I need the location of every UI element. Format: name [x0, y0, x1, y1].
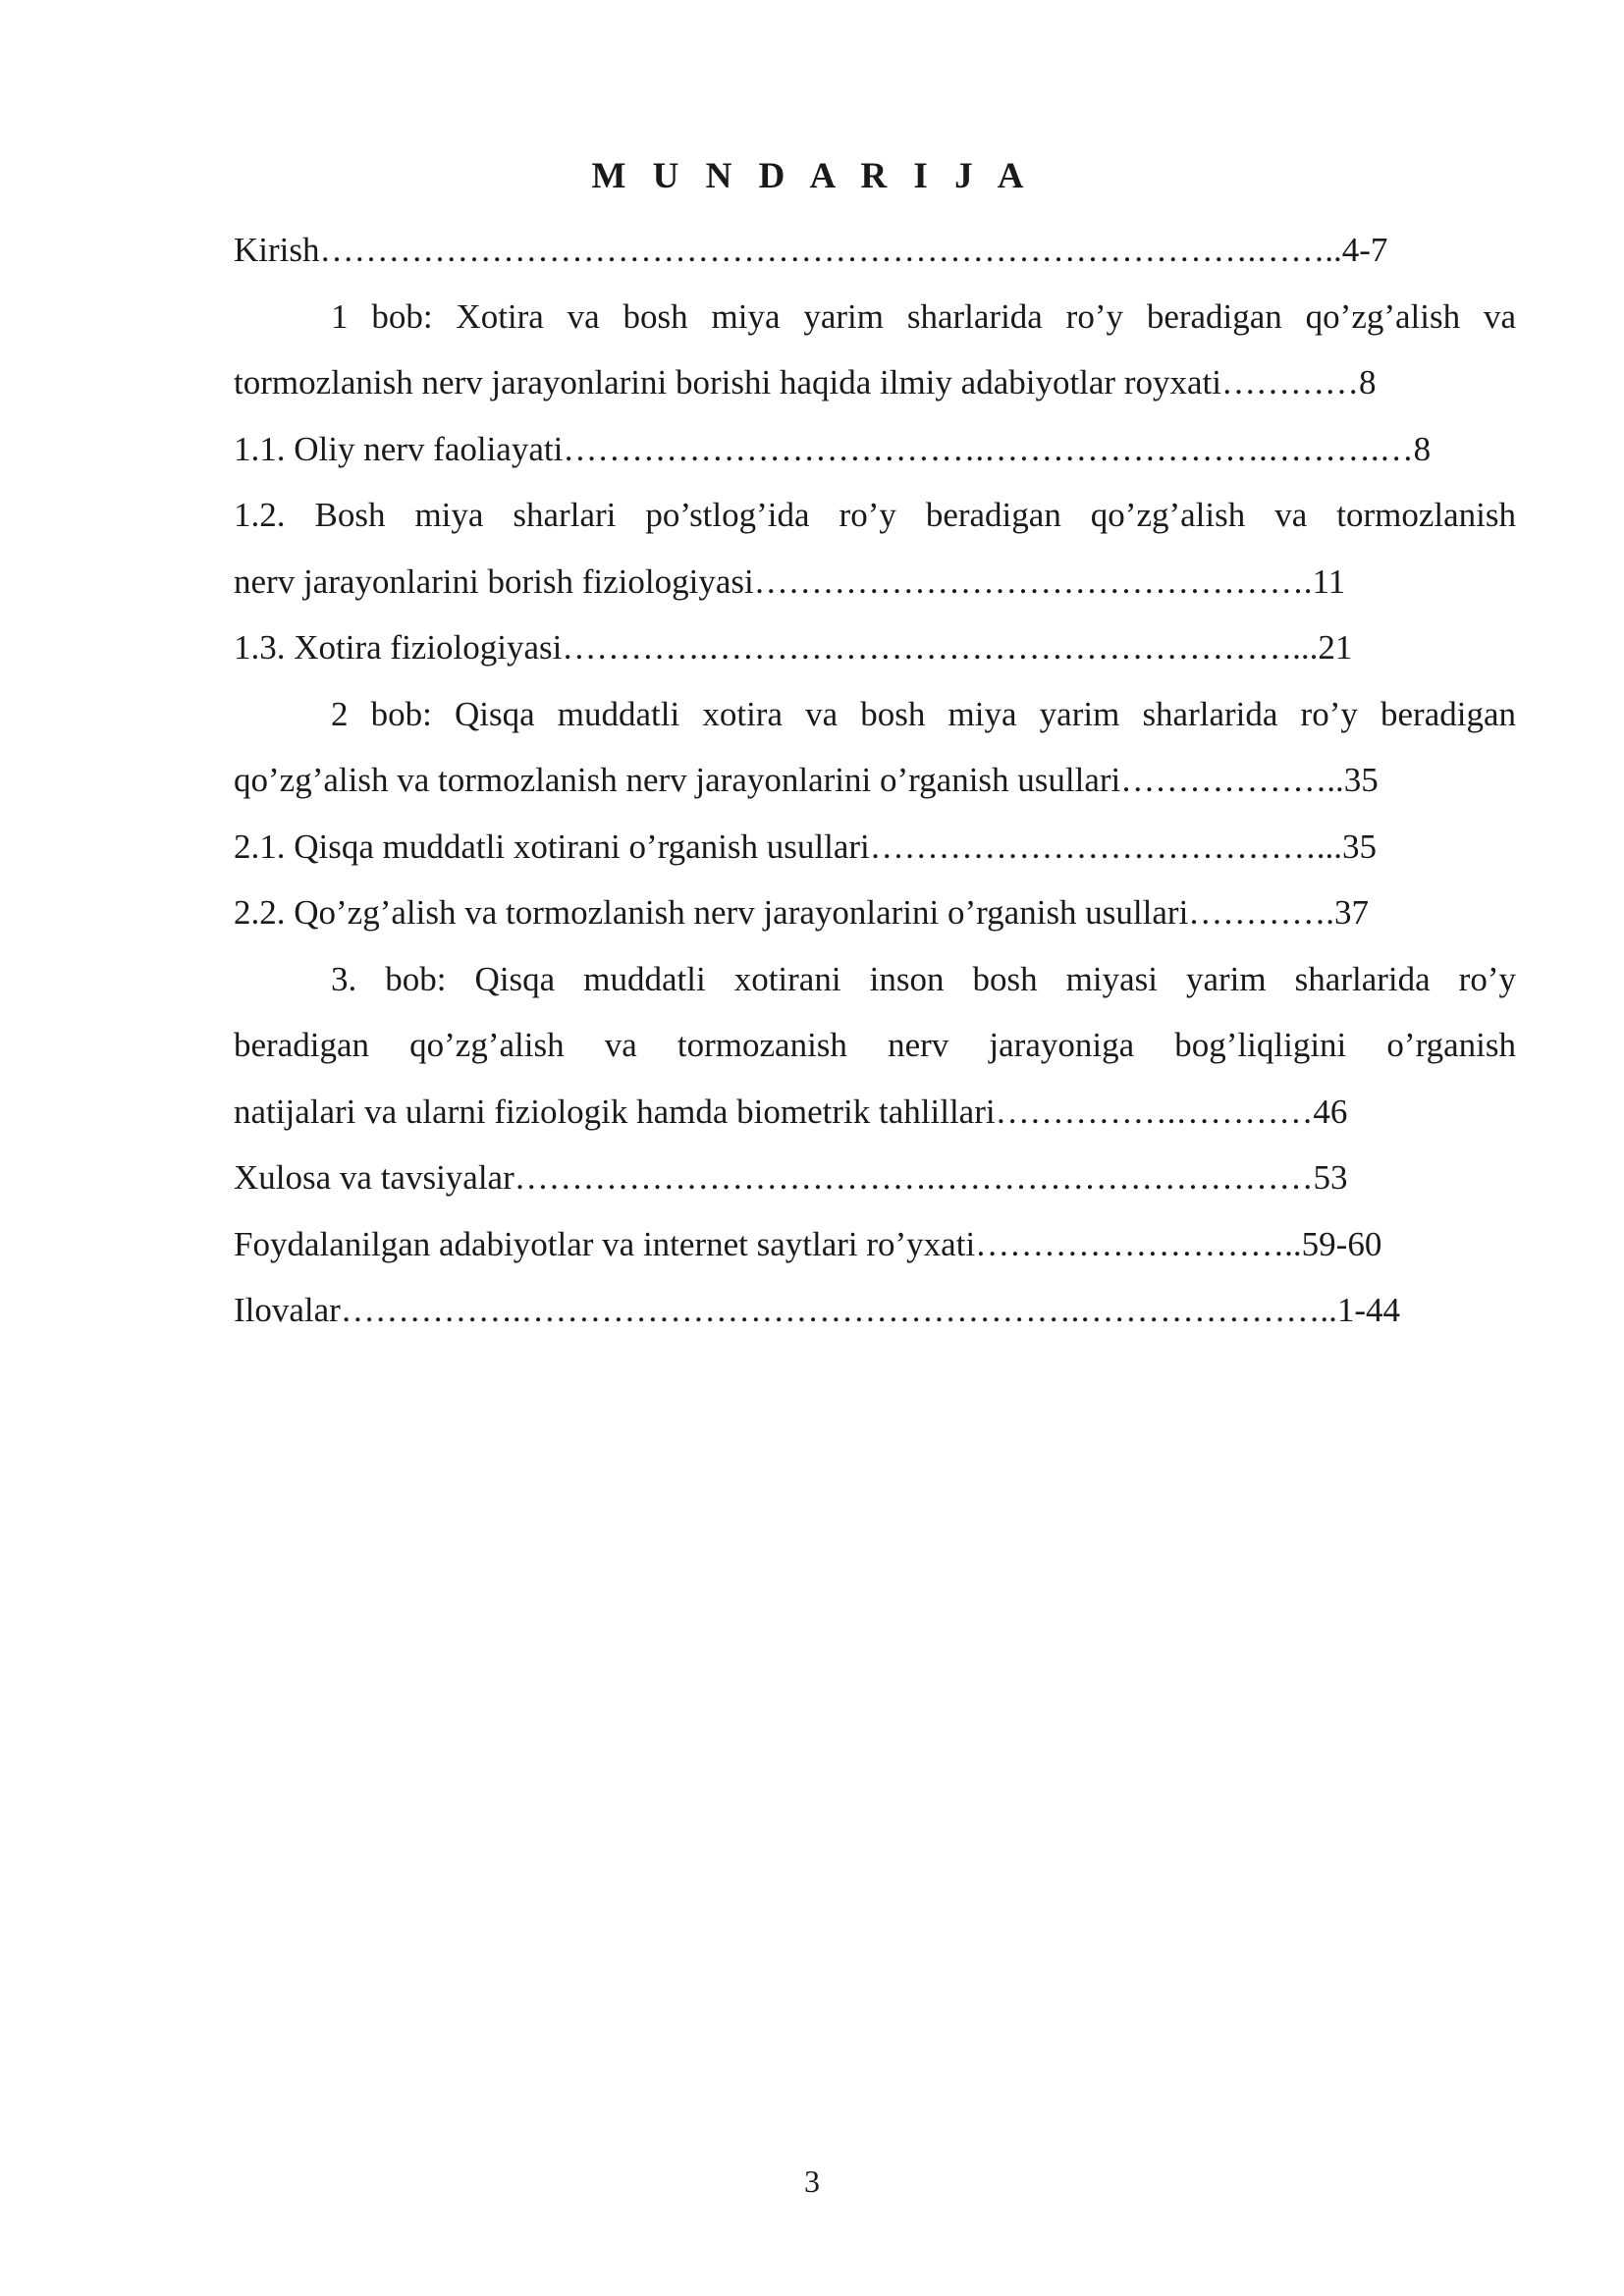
toc-entry-chapter-1: 1 bob: Xotira va bosh miya yarim sharlarida ro’y beradigan qo’zg’alish va	[331, 296, 1516, 336]
page-title: M U N D A R I J A	[591, 156, 1033, 196]
toc-entry-section-2-2: 2.2. Qo’zg’alish va tormozlanish nerv jarayonlarini o’rganish usullari………….37	[234, 893, 1370, 932]
toc-entry-section-1-2: 1.2. Bosh miya sharlari po’stlog’ida ro’y beradigan qo’zg’alish va tormozlanish	[234, 496, 1516, 534]
toc-entry-chapter-3-end: natijalari va ularni fiziologik hamda biometrik tahlillari…………….…………46	[234, 1092, 1348, 1131]
toc-entry-chapter-3: 3. bob: Qisqa muddatli xotirani inson bosh miyasi yarim sharlarida ro’y	[331, 959, 1516, 998]
toc-entry-section-1-2-continued: nerv jarayonlarini borish fiziologiyasi………………………………………….11	[234, 561, 1346, 601]
toc-entry-introduction: Kirish……………………………………………………………………….……..4-7	[234, 231, 1388, 269]
toc-entry-section-1-3: 1.3. Xotira fiziologiyasi………….……………………………………………...21	[234, 628, 1353, 667]
toc-entry-appendix: Ilovalar…………….………………………………………….…………………..1-44	[234, 1291, 1400, 1329]
toc-entry-chapter-1-continued: tormozlanish nerv jarayonlarini borishi haqida ilmiy adabiyotlar royxati…………8	[234, 363, 1377, 401]
toc-entry-section-2-1: 2.1. Qisqa muddatli xotirani o’rganish usullari…………………………………...35	[234, 827, 1377, 866]
toc-entry-conclusion: Xulosa va tavsiyalar……………………………….……………………………53	[234, 1158, 1348, 1197]
toc-entry-references: Foydalanilgan adabiyotlar va internet saytlari ro’yxati………………………..59-60	[234, 1224, 1382, 1263]
toc-entry-chapter-2: 2 bob: Qisqa muddatli xotira va bosh miya yarim sharlarida ro’y beradigan	[331, 694, 1516, 733]
table-of-contents	[234, 217, 1516, 1344]
toc-entry-section-1-1: 1.1. Oliy nerv faoliayati……………………………….…………………….……….…8	[234, 429, 1432, 468]
toc-entry-chapter-2-continued: qo’zg’alish va tormozlanish nerv jarayonlarini o’rganish usullari………………..35	[234, 761, 1379, 799]
toc-entry-chapter-3-continued: beradigan qo’zg’alish va tormozanish nerv jarayoniga bog’liqligini o’rganish	[234, 1026, 1516, 1064]
page-number: 3	[804, 2163, 820, 2199]
